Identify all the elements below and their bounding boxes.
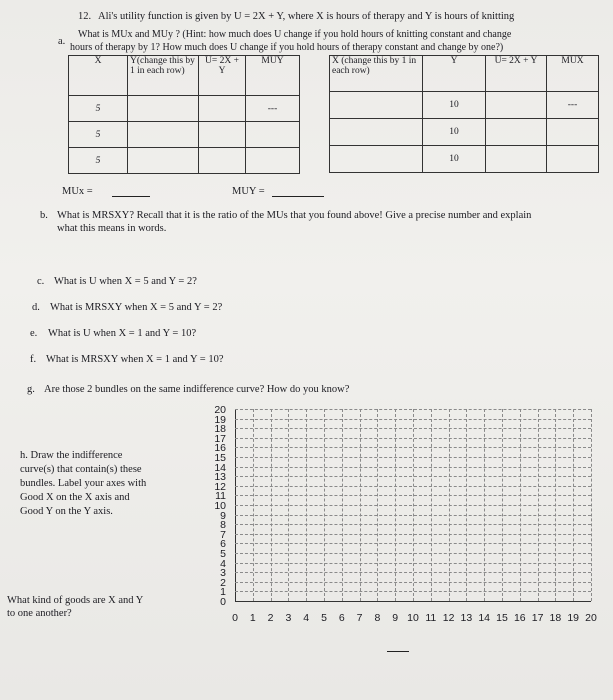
part-f-letter: f. — [30, 354, 37, 365]
final-question-line-2: to one another? — [7, 608, 72, 619]
question-stem: Ali's utility function is given by U = 2X + Y, where X is hours of therapy and Y is hours of knitting — [98, 11, 515, 22]
x-tick-label: 18 — [549, 612, 562, 624]
table-right-header-y: Y — [423, 56, 486, 92]
table-left-header-mu: MUY — [246, 56, 300, 96]
table-right-u-3[interactable] — [486, 146, 547, 173]
grid-line-horizontal — [235, 543, 591, 544]
x-tick-label: 15 — [496, 612, 508, 624]
table-left-x-2: 5 — [69, 122, 128, 148]
grid-line-horizontal — [235, 428, 591, 429]
part-c-letter: c. — [37, 276, 45, 287]
part-b-line1: What is MRSXY? Recall that it is the ratio of the MUs that you found above! Give a precise number and explain — [57, 210, 532, 221]
grid-line-horizontal — [235, 467, 591, 468]
table-right-mu-2[interactable] — [547, 119, 599, 146]
table-left-header-y: Y(change this by 1 in each row) — [128, 56, 199, 96]
table-left-u-1[interactable] — [199, 96, 246, 122]
part-g-letter: g. — [27, 384, 35, 395]
y-tick-label: 8 — [220, 519, 226, 532]
table-right-mu-3[interactable] — [547, 146, 599, 173]
y-tick-label: 2 — [220, 576, 226, 589]
x-tick-label: 20 — [585, 612, 597, 624]
y-tick-label: 15 — [214, 452, 226, 464]
grid-line-horizontal — [235, 601, 591, 602]
part-h-line-1: h. Draw the indifference — [20, 450, 123, 461]
part-e-letter: e. — [30, 328, 38, 339]
muy-label: MUY = — [232, 186, 265, 197]
x-tick-label: 12 — [442, 612, 455, 624]
x-tick-label: 2 — [267, 612, 274, 624]
x-tick-label: 17 — [531, 612, 544, 624]
table-right-header-u: U= 2X + Y — [486, 56, 547, 92]
y-tick-label: 17 — [214, 432, 226, 445]
grid-line-horizontal — [235, 505, 591, 506]
part-b-line2: what this means in words. — [57, 223, 167, 234]
grid-line-horizontal — [235, 524, 591, 525]
table-right-x-2[interactable] — [330, 119, 423, 146]
y-tick-label: 12 — [214, 480, 226, 493]
table-right-header-x: X (change this by 1 in each row) — [330, 56, 423, 92]
table-left-u-2[interactable] — [199, 122, 246, 148]
y-tick-label: 6 — [220, 538, 226, 551]
grid-line-horizontal — [235, 515, 591, 516]
x-tick-label: 13 — [460, 612, 473, 624]
part-f-text: What is MRSXY when X = 1 and Y = 10? — [46, 354, 224, 365]
part-c-text: What is U when X = 5 and Y = 2? — [54, 276, 197, 287]
y-tick-label: 9 — [220, 509, 226, 522]
grid-line-horizontal — [235, 553, 591, 554]
table-left-x-3: 5 — [69, 148, 128, 174]
y-tick-label: 14 — [214, 461, 226, 474]
answer-blank[interactable] — [387, 651, 409, 652]
table-row — [330, 119, 599, 146]
x-tick-label: 16 — [513, 612, 526, 624]
table-right-u-2[interactable] — [486, 119, 547, 146]
x-tick-label: 4 — [303, 612, 310, 624]
table-right-mu-1: --- — [547, 92, 599, 119]
part-h-line-5: Good Y on the Y axis. — [20, 506, 113, 517]
table-left-y-3[interactable] — [128, 148, 199, 174]
table-right-y-3: 10 — [423, 146, 486, 173]
table-left-header-x: X — [69, 56, 128, 96]
grid-line-vertical — [591, 409, 592, 601]
table-row — [69, 148, 300, 174]
y-tick-label: 0 — [220, 596, 226, 608]
part-a-letter: a. — [58, 36, 66, 47]
y-tick-label: 16 — [214, 442, 226, 455]
table-left-y-2[interactable] — [128, 122, 199, 148]
y-tick-label: 7 — [220, 528, 226, 541]
x-tick-label: 1 — [249, 612, 256, 624]
y-axis-labels — [196, 404, 226, 608]
part-b-letter: b. — [40, 210, 48, 221]
question-number: 12. — [78, 11, 92, 22]
x-tick-label: 11 — [425, 612, 437, 624]
grid-line-horizontal — [235, 582, 591, 583]
table-left-mu-3[interactable] — [246, 148, 300, 174]
y-tick-label: 11 — [215, 490, 226, 503]
part-h-line-4: Good X on the X axis and — [20, 492, 130, 503]
final-question — [7, 594, 143, 620]
x-tick-label: 14 — [478, 612, 491, 624]
muy-blank[interactable] — [272, 196, 324, 197]
part-a-line1: What is MUx and MUy ? (Hint: how much does U change if you hold hours of knitting constant and change — [78, 29, 512, 40]
y-tick-label: 20 — [214, 404, 226, 416]
x-tick-label: 9 — [392, 612, 399, 624]
y-tick-label: 5 — [220, 548, 226, 560]
part-d-text: What is MRSXY when X = 5 and Y = 2? — [50, 302, 223, 313]
x-tick-label: 6 — [338, 612, 345, 624]
mux-blank[interactable] — [112, 196, 150, 197]
x-tick-label: 7 — [356, 612, 363, 624]
final-question-line-1: What kind of goods are X and Y — [7, 595, 144, 606]
table-left-header-u: U= 2X + Y — [199, 56, 246, 96]
grid-line-horizontal — [235, 495, 591, 496]
x-axis-labels — [232, 612, 597, 626]
mux-label: MUx = — [62, 186, 93, 197]
table-right-y-2: 10 — [423, 119, 486, 146]
grid-line-horizontal — [235, 563, 591, 564]
y-tick-label: 19 — [214, 413, 226, 426]
x-tick-label: 19 — [567, 612, 580, 624]
table-left-y-1[interactable] — [128, 96, 199, 122]
grid-line-horizontal — [235, 447, 591, 448]
table-left — [68, 55, 300, 174]
table-left-x-1: 5 — [69, 96, 128, 122]
grid-line-horizontal — [235, 409, 591, 410]
x-tick-label: 0 — [232, 612, 238, 624]
table-left-u-3[interactable] — [199, 148, 246, 174]
table-right-x-3[interactable] — [330, 146, 423, 173]
y-tick-label: 18 — [214, 423, 226, 436]
part-h-line-2: curve(s) that contain(s) these — [20, 464, 142, 475]
part-d-letter: d. — [32, 302, 40, 313]
table-row — [330, 92, 599, 119]
table-left-mu-2[interactable] — [246, 122, 300, 148]
table-row — [69, 122, 300, 148]
table-right-u-1[interactable] — [486, 92, 547, 119]
grid-line-horizontal — [235, 534, 591, 535]
table-right-y-1: 10 — [423, 92, 486, 119]
part-e-text: What is U when X = 1 and Y = 10? — [48, 328, 197, 339]
table-row — [330, 146, 599, 173]
part-a-line2: hours of therapy by 1? How much does U change if you hold hours of therapy constant and change by one?) — [70, 42, 504, 53]
y-tick-label: 10 — [214, 500, 226, 512]
x-tick-label: 10 — [407, 612, 419, 624]
part-g-text: Are those 2 bundles on the same indifference curve? How do you know? — [44, 384, 350, 395]
grid-line-horizontal — [235, 457, 591, 458]
table-right-x-1[interactable] — [330, 92, 423, 119]
graph-grid[interactable] — [235, 409, 591, 601]
x-tick-label: 5 — [321, 612, 327, 624]
part-h-instructions — [20, 449, 146, 519]
y-tick-label: 1 — [220, 586, 226, 599]
x-tick-label: 8 — [374, 612, 381, 624]
y-tick-label: 3 — [220, 567, 226, 580]
part-h-line-3: bundles. Label your axes with — [20, 478, 147, 489]
grid-line-horizontal — [235, 572, 591, 573]
grid-line-horizontal — [235, 591, 591, 592]
grid-line-horizontal — [235, 476, 591, 477]
x-tick-label: 3 — [285, 612, 292, 624]
table-right — [329, 55, 599, 173]
grid-line-horizontal — [235, 438, 591, 439]
y-tick-label: 4 — [220, 557, 226, 570]
table-row — [69, 96, 300, 122]
grid-line-horizontal — [235, 419, 591, 420]
table-right-header-mu: MUX — [547, 56, 599, 92]
grid-line-horizontal — [235, 486, 591, 487]
y-tick-label: 13 — [214, 471, 226, 484]
table-left-mu-1: --- — [246, 96, 300, 122]
